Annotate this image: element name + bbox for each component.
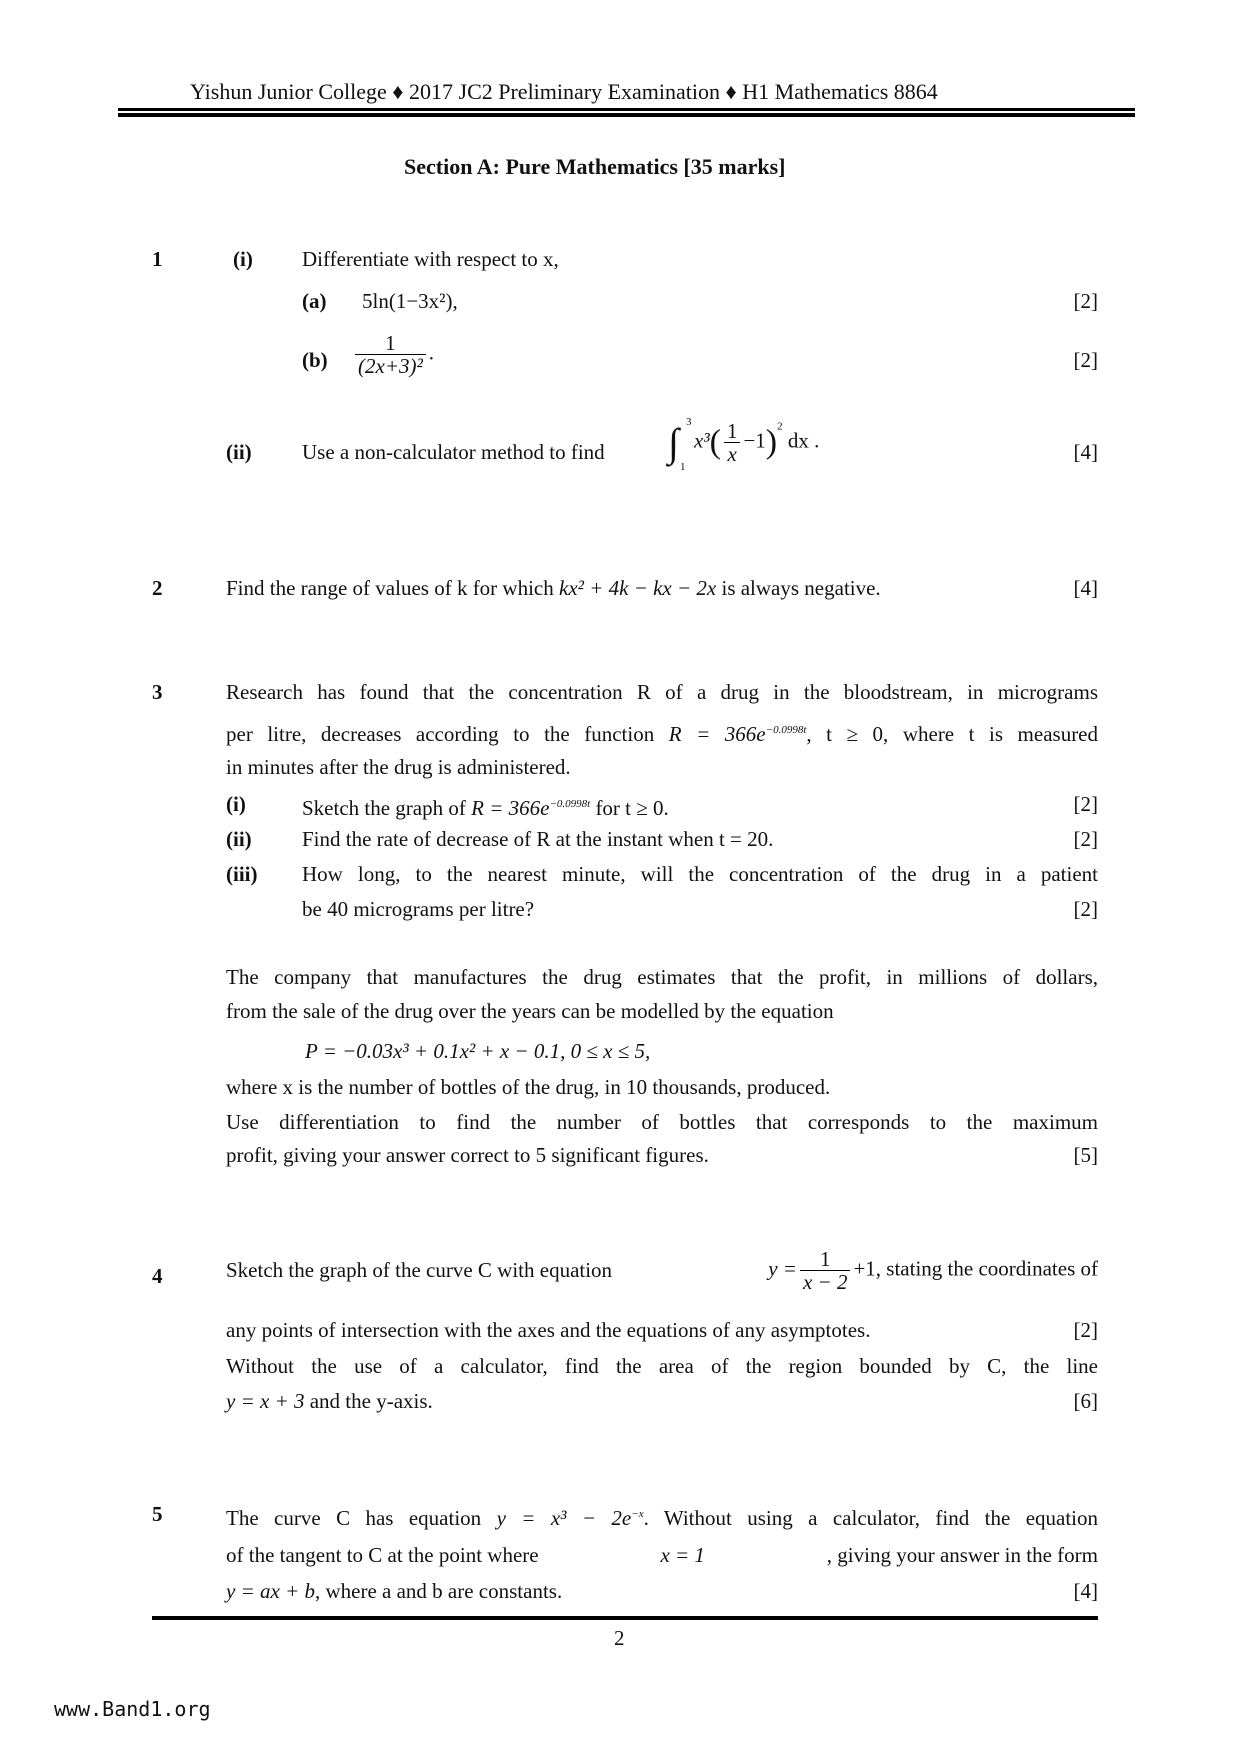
part-label: (ii) bbox=[226, 827, 252, 851]
integral-expression: ∫ 3 1 x³( $\frac{1}{x}$ −1)$^2$ dx . bbox=[668, 415, 820, 473]
page-number: 2 bbox=[614, 1626, 625, 1650]
marks: [2] bbox=[1073, 897, 1098, 921]
math-expression: 5ln(1−3x²), bbox=[362, 289, 458, 313]
question-text: per litre, decreases according to the function $R = 366e^{-0.0998t}$, t ≥ 0, where t is measured bbox=[226, 722, 1099, 746]
question-text: Differentiate with respect to x, bbox=[302, 247, 559, 271]
marks: [4] bbox=[1073, 440, 1098, 464]
math-expression: P = −0.03x³ + 0.1x² + x − 0.1, 0 ≤ x ≤ 5, bbox=[305, 1039, 651, 1063]
question-number: 4 bbox=[152, 1264, 163, 1288]
question-text: How long, to the nearest minute, will the concentration of the drug in a patient bbox=[302, 862, 1098, 886]
marks: [2] bbox=[1073, 827, 1098, 851]
marks: [4] bbox=[1073, 576, 1098, 600]
question-text: Sketch the graph of the curve C with equation y = $\frac{1}{x - 2}$ +1, stating the coordinates of bbox=[226, 1247, 1098, 1294]
integral-sign: ∫ 3 1 bbox=[668, 415, 692, 473]
header-title: Yishun Junior College ♦ 2017 JC2 Preliminary Examination ♦ H1 Mathematics 8864 bbox=[190, 79, 938, 104]
marks: [2] bbox=[1073, 792, 1098, 816]
part-label: (ii) bbox=[226, 440, 252, 464]
question-text: profit, giving your answer correct to 5 significant figures. bbox=[226, 1143, 709, 1167]
part-label: (a) bbox=[302, 289, 327, 313]
numerator: 1 bbox=[355, 332, 426, 355]
question-text: Find the rate of decrease of R at the instant when t = 20. bbox=[302, 827, 774, 851]
question-number: 5 bbox=[152, 1502, 163, 1526]
denominator: (2x+3)² bbox=[358, 354, 423, 378]
marks: [2] bbox=[1073, 289, 1098, 313]
part-label: (i) bbox=[226, 792, 246, 816]
question-text: from the sale of the drug over the years can be modelled by the equation bbox=[226, 999, 834, 1023]
watermark: www.Band1.org bbox=[54, 1697, 211, 1721]
question-number: 1 bbox=[152, 247, 163, 271]
marks: [5] bbox=[1073, 1143, 1098, 1167]
part-label: (b) bbox=[302, 348, 328, 372]
footer-rule bbox=[152, 1616, 1098, 1620]
fraction: $\frac{1}{\text{(2x+3)²}}$ . bbox=[352, 332, 434, 377]
question-text: y = ax + b, where a and b are constants. bbox=[226, 1579, 563, 1603]
question-text: of the tangent to C at the point where x = 1 , giving your answer in the form bbox=[226, 1543, 1098, 1567]
question-text: any points of intersection with the axes and the equations of any asymptotes. bbox=[226, 1318, 871, 1342]
question-text: in minutes after the drug is administered. bbox=[226, 755, 571, 779]
question-text: where x is the number of bottles of the drug, in 10 thousands, produced. bbox=[226, 1075, 831, 1099]
section-title: Section A: Pure Mathematics [35 marks] bbox=[404, 154, 786, 179]
question-number: 2 bbox=[152, 576, 163, 600]
marks: [4] bbox=[1073, 1579, 1098, 1603]
header-rule-thick bbox=[118, 113, 1135, 117]
marks: [2] bbox=[1073, 348, 1098, 372]
part-label: (i) bbox=[233, 247, 253, 271]
marks: [6] bbox=[1073, 1389, 1098, 1413]
question-text: Without the use of a calculator, find the area of the region bounded by C, the line bbox=[226, 1354, 1098, 1378]
question-text: The curve C has equation $y = x^3 - 2e^{-x}$. Without using a calculator, find the equation bbox=[226, 1506, 1099, 1530]
question-number: 3 bbox=[152, 680, 163, 704]
question-text: Use differentiation to find the number of bottles that corresponds to the maximum bbox=[226, 1110, 1098, 1134]
header-rule bbox=[118, 108, 1135, 111]
question-text: The company that manufactures the drug estimates that the profit, in millions of dollars, bbox=[226, 965, 1098, 989]
part-label: (iii) bbox=[226, 862, 258, 886]
question-text: Find the range of values of k for which kx² + 4k − kx − 2x is always negative. bbox=[226, 576, 881, 600]
question-text: be 40 micrograms per litre? bbox=[302, 897, 535, 921]
question-text: Sketch the graph of $R = 366e^{-0.0998t}$ for t ≥ 0. bbox=[302, 796, 669, 820]
question-text: Use a non-calculator method to find bbox=[302, 440, 605, 464]
question-text: Research has found that the concentration R of a drug in the bloodstream, in micrograms bbox=[226, 680, 1098, 704]
marks: [2] bbox=[1073, 1318, 1098, 1342]
question-text: y = x + 3 and the y-axis. bbox=[226, 1389, 433, 1413]
